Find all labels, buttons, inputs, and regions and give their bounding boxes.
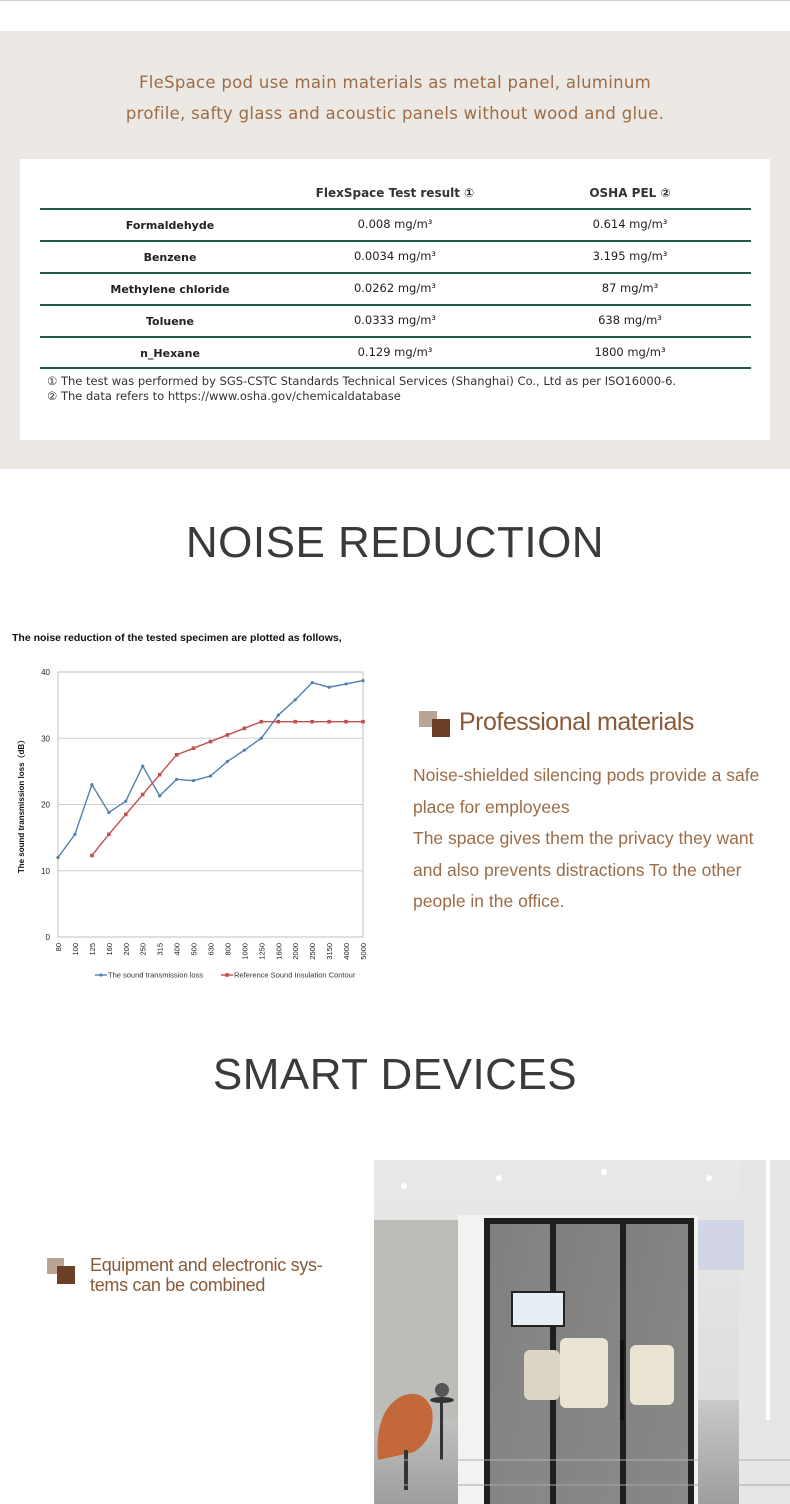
- data-point: [361, 720, 365, 724]
- data-point: [260, 737, 263, 740]
- office-pod-photo: [374, 1160, 790, 1504]
- x-tick-label: 630: [206, 943, 216, 956]
- data-point: [175, 778, 178, 781]
- noise-chart: [0, 650, 380, 990]
- body-line: Noise-shielded silencing pods provide a safe: [413, 765, 760, 785]
- y-tick-label: 20: [41, 800, 50, 810]
- test-value: 0.0262 mg/m³: [353, 281, 437, 295]
- office-pod-illustration: [374, 1160, 790, 1504]
- substance-name: n_Hexane: [140, 347, 200, 360]
- data-point: [124, 800, 127, 803]
- footnote-data-source: ② The data refers to https://www.osha.gov/chemicaldatabase: [47, 389, 401, 403]
- osha-value: 0.614 mg/m³: [592, 217, 668, 231]
- data-point: [277, 713, 280, 716]
- data-point: [311, 681, 314, 684]
- data-point: [141, 764, 144, 767]
- equipment-line: tems can be combined: [90, 1275, 266, 1295]
- test-value: 0.0333 mg/m³: [353, 313, 437, 327]
- x-tick-label: 500: [189, 943, 199, 956]
- squares-icon: [47, 1258, 75, 1284]
- test-value: 0.008 mg/m³: [357, 217, 433, 231]
- x-tick-label: 1250: [257, 943, 267, 960]
- osha-value: 638 mg/m³: [598, 313, 662, 327]
- data-point: [344, 682, 347, 685]
- table-rule: [40, 240, 751, 242]
- substance-name: Benzene: [143, 251, 197, 264]
- data-point: [226, 733, 230, 737]
- x-tick-label: 2500: [308, 943, 318, 960]
- materials-intro-line-2: profile, safty glass and acoustic panels without wood and glue.: [125, 104, 665, 123]
- materials-intro: [0, 67, 790, 129]
- top-divider: [0, 0, 790, 1]
- materials-intro-line-1: FleSpace pod use main materials as metal panel, aluminum: [138, 73, 652, 92]
- y-tick-label: 0: [45, 933, 50, 942]
- x-tick-label: 5000: [359, 943, 368, 960]
- substance-name: Toluene: [146, 315, 194, 328]
- x-tick-label: 250: [138, 943, 148, 956]
- x-tick-label: 200: [121, 943, 131, 956]
- footnote-test-source: ① The test was performed by SGS-CSTC Standards Technical Services (Shanghai) Co., Ltd as per ISO16000-6.: [47, 374, 677, 388]
- series-line: [58, 681, 363, 858]
- x-tick-label: 1600: [274, 943, 284, 960]
- column-header-test-result: FlexSpace Test result ①: [315, 186, 475, 200]
- data-point: [107, 833, 111, 837]
- y-tick-label: 10: [41, 866, 50, 876]
- data-point: [192, 746, 196, 750]
- x-tick-label: 80: [54, 943, 63, 952]
- legend-label: The sound transmission loss: [108, 970, 204, 980]
- data-point: [107, 811, 110, 814]
- test-value: 0.0034 mg/m³: [353, 249, 437, 263]
- body-line: people in the office.: [413, 891, 565, 912]
- table-rule: [40, 208, 751, 210]
- x-tick-label: 2000: [291, 943, 301, 960]
- data-point: [276, 720, 280, 724]
- osha-value: 3.195 mg/m³: [592, 249, 668, 263]
- equipment-line: Equipment and electronic sys-: [90, 1255, 323, 1275]
- column-header-osha-pel: OSHA PEL ②: [589, 186, 671, 200]
- x-tick-label: 4000: [342, 943, 352, 960]
- data-point: [294, 698, 297, 701]
- table-rule: [40, 367, 751, 369]
- noise-reduction-title: NOISE REDUCTION: [185, 518, 605, 567]
- data-point: [56, 856, 59, 859]
- squares-icon: [419, 711, 450, 737]
- data-point: [361, 679, 364, 682]
- body-line: and also prevents distractions To the other: [413, 859, 742, 880]
- equipment-text: [90, 1255, 322, 1295]
- test-value: 0.129 mg/m³: [357, 345, 433, 359]
- data-point: [124, 813, 128, 817]
- data-point: [90, 854, 94, 858]
- professional-materials-body: [413, 760, 773, 918]
- body-line: The space gives them the privacy they want: [413, 828, 754, 849]
- data-point: [310, 720, 314, 724]
- data-point: [73, 833, 76, 836]
- legend-label: Reference Sound Insulation Contour: [234, 970, 356, 980]
- data-point: [328, 686, 331, 689]
- data-point: [158, 794, 161, 797]
- x-tick-label: 100: [70, 943, 80, 956]
- x-tick-label: 800: [223, 943, 233, 956]
- chart-heading: The noise reduction of the tested specimen are plotted as follows,: [12, 632, 342, 644]
- data-point: [293, 720, 297, 724]
- professional-materials-title: Professional materials: [459, 708, 694, 736]
- y-tick-label: 30: [41, 734, 50, 744]
- data-point: [141, 793, 145, 797]
- data-point: [209, 740, 213, 744]
- data-point: [158, 773, 162, 777]
- osha-value: 87 mg/m³: [601, 281, 659, 295]
- substance-name: Formaldehyde: [125, 219, 215, 232]
- data-point: [226, 760, 229, 763]
- data-point: [175, 753, 179, 757]
- data-point: [192, 779, 195, 782]
- table-rule: [40, 272, 751, 274]
- x-tick-label: 400: [172, 943, 182, 956]
- x-tick-label: 160: [104, 943, 114, 956]
- x-tick-label: 1000: [240, 943, 250, 960]
- osha-value: 1800 mg/m³: [594, 345, 666, 359]
- table-rule: [40, 336, 751, 338]
- y-axis-label: The sound transmission loss（dB）: [17, 735, 26, 874]
- legend-marker: [99, 973, 102, 976]
- data-point: [243, 749, 246, 752]
- data-point: [243, 727, 247, 731]
- data-point: [260, 720, 264, 724]
- data-point: [90, 783, 93, 786]
- x-tick-label: 3150: [325, 943, 335, 960]
- legend-marker: [225, 973, 229, 977]
- data-point: [327, 720, 331, 724]
- x-tick-label: 125: [87, 943, 97, 956]
- body-line: place for employees: [413, 796, 570, 817]
- data-point: [209, 774, 212, 777]
- x-tick-label: 315: [155, 943, 165, 956]
- y-tick-label: 40: [41, 668, 50, 677]
- substance-name: Methylene chloride: [110, 283, 230, 296]
- table-rule: [40, 304, 751, 306]
- smart-devices-title: SMART DEVICES: [212, 1050, 578, 1099]
- data-point: [344, 720, 348, 724]
